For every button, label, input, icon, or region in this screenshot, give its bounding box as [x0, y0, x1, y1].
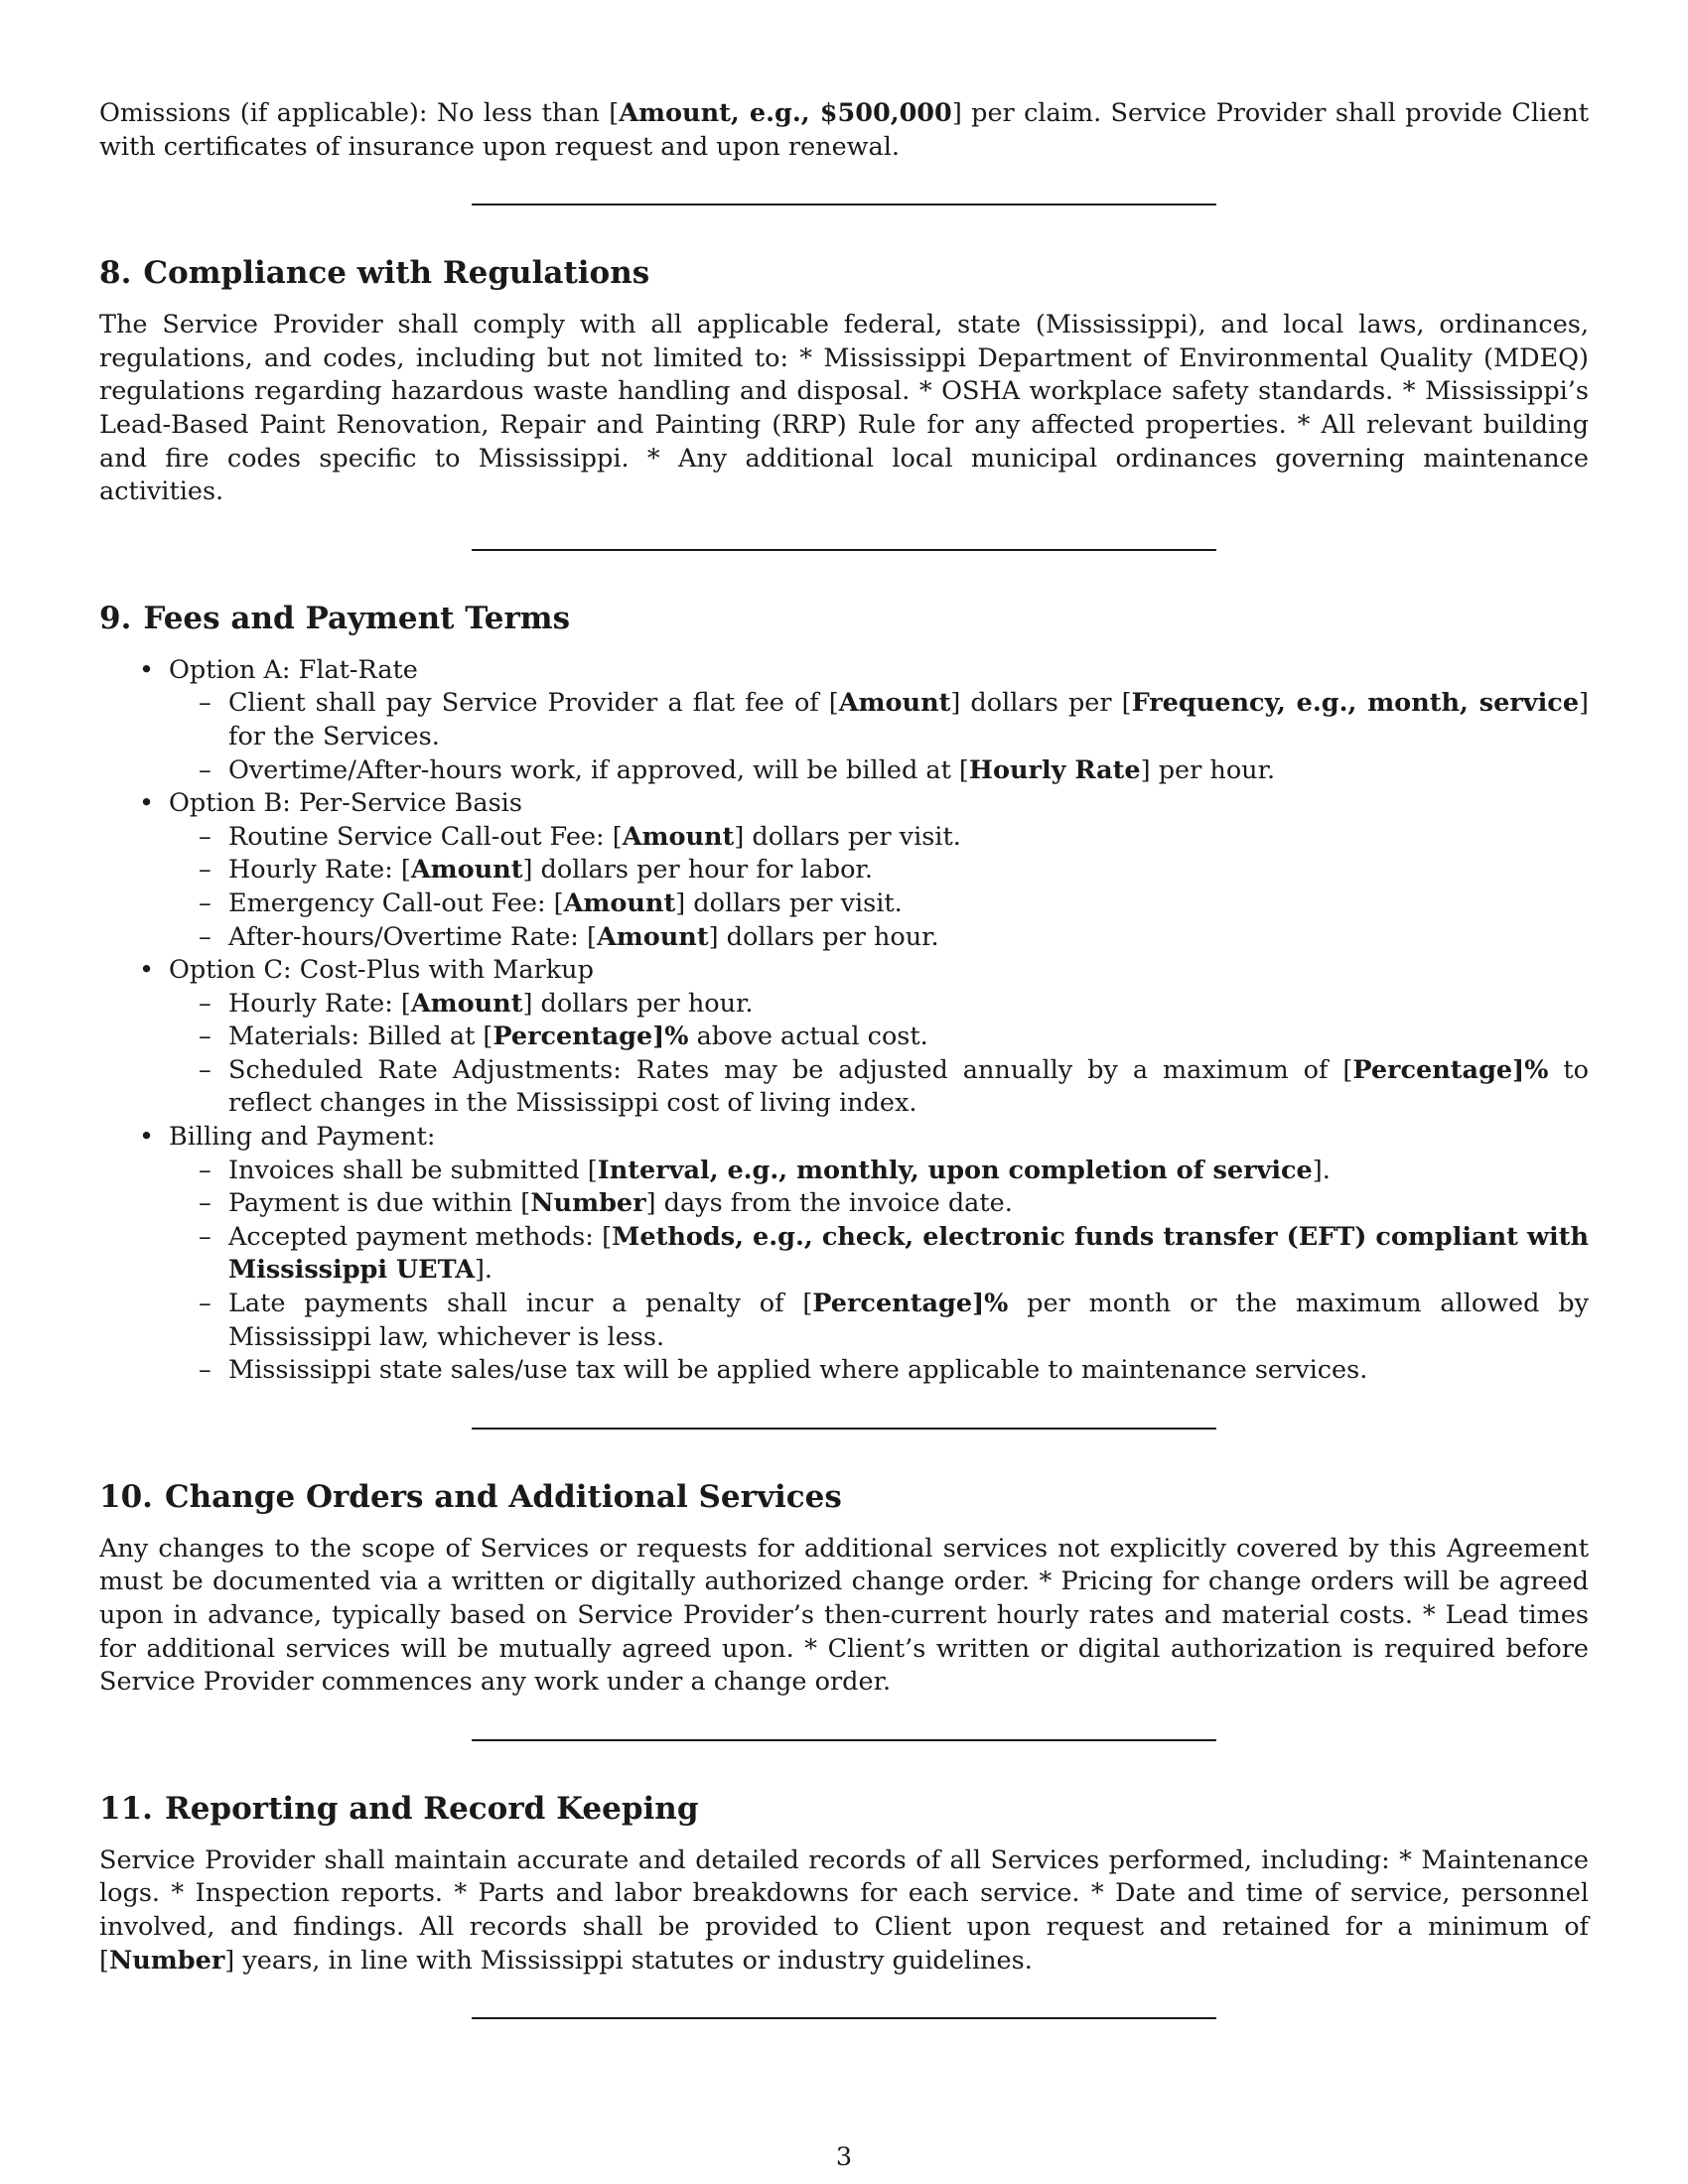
text-span: Hourly Rate: [	[228, 855, 411, 886]
list-item	[228, 821, 1589, 855]
text-span: Hourly Rate: [	[228, 988, 411, 1019]
list-item	[228, 754, 1589, 788]
section-divider	[472, 2017, 1216, 2019]
text-span: Billing and Payment:	[169, 1122, 436, 1153]
fee-options-list	[99, 654, 1589, 1388]
text-span: Option C: Cost-Plus with Markup	[169, 955, 594, 986]
section-11-body	[99, 1844, 1589, 1978]
text-span: Fees and Payment Terms	[143, 600, 571, 636]
section-divider	[472, 1739, 1216, 1741]
text-span: ] per claim. Service Provider shall provide Client with certificates of insurance upon request and upon renewal.	[99, 98, 1589, 162]
bold-placeholder-text: Interval, e.g., monthly, upon completion of service	[597, 1155, 1313, 1185]
text-span: ] dollars per visit.	[675, 887, 903, 918]
bold-placeholder-text: Amount	[596, 921, 709, 952]
list-item	[228, 1187, 1589, 1221]
bold-placeholder-text: Number	[108, 1945, 225, 1976]
bold-placeholder-text: Number	[530, 1188, 646, 1219]
text-span: 11.	[99, 1790, 153, 1827]
bold-placeholder-text: Amount	[410, 988, 523, 1019]
text-span: Option B: Per-Service Basis	[169, 788, 522, 819]
sub-list	[169, 687, 1589, 787]
text-span: 9.	[99, 600, 132, 636]
list-item	[228, 1155, 1589, 1188]
text-span: Late payments shall incur a penalty of [	[228, 1289, 813, 1319]
text-span: 8.	[99, 255, 132, 292]
text-span: ] days from the invoice date.	[645, 1188, 1013, 1219]
sub-list	[169, 821, 1589, 954]
text-span: ] dollars per [	[950, 688, 1132, 719]
text-span: Routine Service Call-out Fee: [	[228, 821, 623, 852]
page-number: 3	[835, 2142, 853, 2172]
bold-placeholder-text: Percentage]%	[812, 1289, 1009, 1319]
list-item	[228, 1021, 1589, 1054]
text-span: Change Orders and Additional Services	[164, 1478, 842, 1515]
text-span: ] years, in line with Mississippi statutes or industry guidelines.	[224, 1945, 1033, 1976]
insurance-continuation-paragraph	[99, 97, 1589, 164]
document-content	[99, 97, 1589, 2019]
text-span: 10.	[99, 1478, 153, 1515]
text-span: ] dollars per hour.	[522, 988, 754, 1019]
text-span: ] dollars per hour.	[708, 921, 939, 952]
text-span: ].	[1312, 1155, 1331, 1185]
bold-placeholder-text: Methods, e.g., check, electronic funds transfer (EFT) compliant with Mississippi UETA	[228, 1221, 1589, 1286]
section-divider	[472, 549, 1216, 551]
text-span: ] dollars per visit.	[734, 821, 961, 852]
bold-placeholder-text: Amount	[410, 855, 523, 886]
text-span: Scheduled Rate Adjustments: Rates may be adjusted annually by a maximum of [	[228, 1054, 1353, 1085]
text-span: ] per hour.	[1140, 754, 1276, 785]
text-span: Option A: Flat-Rate	[169, 654, 418, 685]
list-item	[228, 854, 1589, 887]
bold-placeholder-text: Amount	[622, 821, 735, 852]
bold-placeholder-text: Percentage]%	[492, 1022, 689, 1052]
text-span: Accepted payment methods: [	[228, 1221, 613, 1252]
list-item	[169, 1121, 1589, 1388]
list-item	[228, 921, 1589, 955]
text-span: Overtime/After-hours work, if approved, will be billed at [	[228, 754, 969, 785]
bold-placeholder-text: Amount	[838, 688, 951, 719]
bold-placeholder-text: Hourly Rate	[968, 754, 1141, 785]
list-item	[169, 954, 1589, 1121]
text-span: ].	[474, 1255, 493, 1286]
text-span: Emergency Call-out Fee: [	[228, 887, 564, 918]
section-divider	[472, 204, 1216, 205]
text-span: ] dollars per hour for labor.	[522, 855, 873, 886]
text-span: per month or the maximum allowed by Mississippi law, whichever is less.	[228, 1289, 1589, 1352]
section-divider	[472, 1428, 1216, 1430]
section-9-heading	[99, 599, 1589, 638]
list-item	[228, 1054, 1589, 1121]
text-span: Client shall pay Service Provider a flat fee of [	[228, 688, 839, 719]
text-span: Invoices shall be submitted [	[228, 1155, 598, 1185]
sub-list	[169, 1155, 1589, 1388]
section-10-body: Any changes to the scope of Services or requests for additional services not explicitly covered by this Agreement must be documented via a written or digitally authorized change order. * Pricing for change orders will be agreed upon in advance, typically based on Service Provider’s then-current hourly rates and material costs. * Lead times for additional services will be mutually agreed upon. * Client’s written or digital authorization is required before Service Provider commences any work under a change order.	[99, 1533, 1589, 1698]
bold-placeholder-text: Frequency, e.g., month, service	[1131, 688, 1580, 719]
text-span: Omissions (if applicable): No less than [	[99, 98, 620, 128]
sub-list	[169, 988, 1589, 1121]
list-item	[228, 1221, 1589, 1288]
text-span: After-hours/Overtime Rate: [	[228, 921, 597, 952]
list-item	[228, 988, 1589, 1022]
list-item	[169, 787, 1589, 954]
section-8-body: The Service Provider shall comply with all applicable federal, state (Mississippi), and local laws, ordinances, regulations, and codes, including but not limited to: * Mississippi Department of Environmental Quality (MDEQ) regulations regarding hazardous waste handling and disposal. * OSHA workplace safety standards. * Mississippi’s Lead-Based Paint Renovation, Repair and Painting (RRP) Rule for any affected properties. * All relevant building and fire codes specific to Mississippi. * Any additional local municipal ordinances governing maintenance activities.	[99, 310, 1589, 507]
section-10-heading	[99, 1477, 1589, 1517]
text-span: Payment is due within [	[228, 1188, 531, 1219]
text-span: above actual cost.	[688, 1022, 928, 1052]
text-span: Mississippi state sales/use tax will be applied where applicable to maintenance services.	[228, 1355, 1368, 1386]
list-item	[169, 654, 1589, 787]
text-span: to reflect changes in the Mississippi cost of living index.	[228, 1054, 1589, 1119]
list-item	[228, 1354, 1589, 1388]
text-span: ] for the Services.	[228, 688, 1589, 751]
text-span: Materials: Billed at [	[228, 1022, 493, 1052]
bold-placeholder-text: Amount, e.g., $500,000	[619, 98, 952, 128]
list-item	[228, 887, 1589, 921]
list-item	[228, 687, 1589, 753]
text-span: Service Provider shall maintain accurate and detailed records of all Services performed, including: * Maintenance logs. * Inspection reports. * Parts and labor breakdowns for each service. * Date and time of service, personnel involved, and findings. All records shall be provided to Client upon request and retained for a minimum of [	[99, 1844, 1589, 1976]
text-span: Reporting and Record Keeping	[164, 1790, 699, 1827]
list-item	[228, 1288, 1589, 1354]
text-span: Compliance with Regulations	[143, 255, 650, 292]
section-11-heading	[99, 1789, 1589, 1829]
section-8-heading	[99, 253, 1589, 293]
bold-placeholder-text: Amount	[563, 887, 676, 918]
bold-placeholder-text: Percentage]%	[1352, 1054, 1549, 1085]
